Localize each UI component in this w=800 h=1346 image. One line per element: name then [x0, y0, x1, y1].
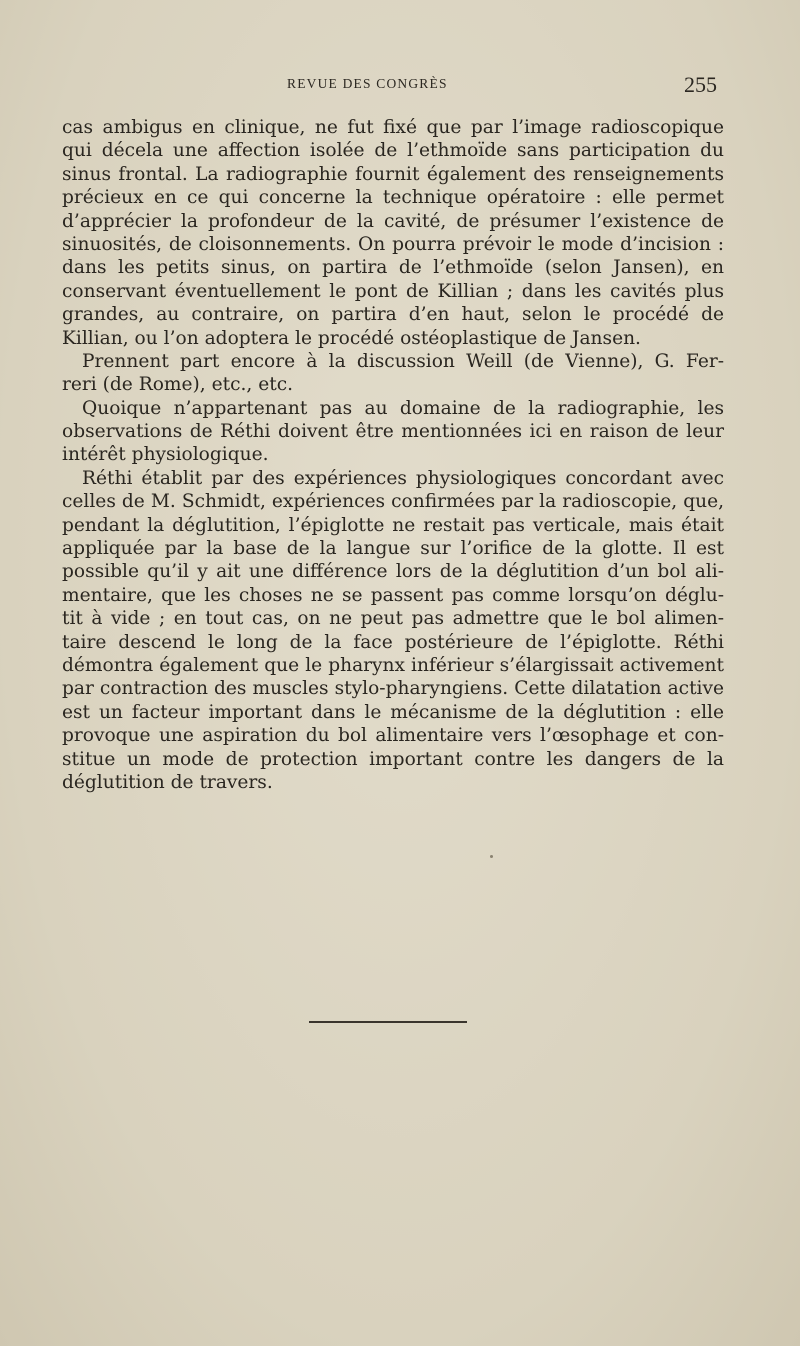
- text-line: mentaire, que les choses ne se passent pas comme lorsqu’on déglu-: [62, 584, 724, 606]
- section-end-rule: [309, 1021, 467, 1023]
- running-title: REVUE DES CONGRÈS: [287, 76, 448, 91]
- text-line: par contraction des muscles stylo-pharyngiens. Cette dilatation active: [62, 678, 724, 700]
- text-line: dans les petits sinus, on partira de l’ethmoïde (selon Jansen), en: [62, 257, 724, 279]
- text-line: qui décela une affection isolée de l’ethmoïde sans participation du: [62, 140, 724, 162]
- text-line: démontra également que le pharynx inférieur s’élargissait activement: [62, 654, 724, 676]
- running-head: [0, 74, 800, 98]
- text-line: précieux en ce qui concerne la technique opératoire : elle permet: [62, 187, 724, 209]
- text-line: tit à vide ; en tout cas, on ne peut pas admettre que le bol alimen-: [62, 608, 724, 630]
- paragraph-rethi: [62, 467, 724, 794]
- text-line: Killian, ou l’on adoptera le procédé ostéoplastique de Jansen.: [62, 327, 641, 349]
- text-line: sinus frontal. La radiographie fournit également des renseignements: [62, 163, 724, 185]
- text-line: d’apprécier la profondeur de la cavité, de présumer l’existence de: [62, 210, 724, 232]
- text-line: pendant la déglutition, l’épiglotte ne restait pas verticale, mais était: [62, 514, 724, 536]
- page-number: 255: [684, 72, 717, 97]
- paragraph-observations: [62, 397, 724, 467]
- text-line: cas ambigus en clinique, ne fut fixé que par l’image radioscopique: [62, 117, 724, 138]
- text-line: observations de Réthi doivent être mentionnées ici en raison de leur: [62, 421, 724, 443]
- text-line: est un facteur important dans le mécanisme de la déglutition : elle: [62, 701, 724, 723]
- text-line: déglutition de travers.: [62, 771, 273, 793]
- text-line: Quoique n’appartenant pas au domaine de la radiographie, les: [82, 397, 724, 419]
- text-line: Prennent part encore à la discussion Weill (de Vienne), G. Fer-: [82, 350, 724, 372]
- text-line: intérêt physiologique.: [62, 444, 269, 466]
- text-line: Réthi établit par des expériences physiologiques concordant avec: [82, 467, 724, 489]
- paragraph-continued: [62, 116, 724, 350]
- paragraph-discussion: [62, 350, 724, 397]
- paper-speck: [490, 855, 493, 858]
- text-line: celles de M. Schmidt, expériences confirmées par la radioscopie, que,: [62, 491, 724, 513]
- text-line: appliquée par la base de la langue sur l’orifice de la glotte. Il est: [62, 538, 724, 560]
- text-line: reri (de Rome), etc., etc.: [62, 374, 294, 396]
- text-line: stitue un mode de protection important contre les dangers de la: [62, 748, 724, 770]
- text-line: provoque une aspiration du bol alimentaire vers l’œsophage et con-: [62, 725, 724, 747]
- text-line: conservant éventuellement le pont de Killian ; dans les cavités plus: [62, 280, 724, 302]
- text-line: sinuosités, de cloisonnements. On pourra prévoir le mode d’incision :: [62, 233, 724, 255]
- text-line: grandes, au contraire, on partira d’en haut, selon le procédé de: [62, 304, 724, 326]
- text-line: taire descend le long de la face postérieure de l’épiglotte. Réthi: [62, 631, 724, 653]
- body-text: [62, 116, 724, 794]
- text-line: possible qu’il y ait une différence lors de la déglutition d’un bol ali-: [62, 561, 724, 583]
